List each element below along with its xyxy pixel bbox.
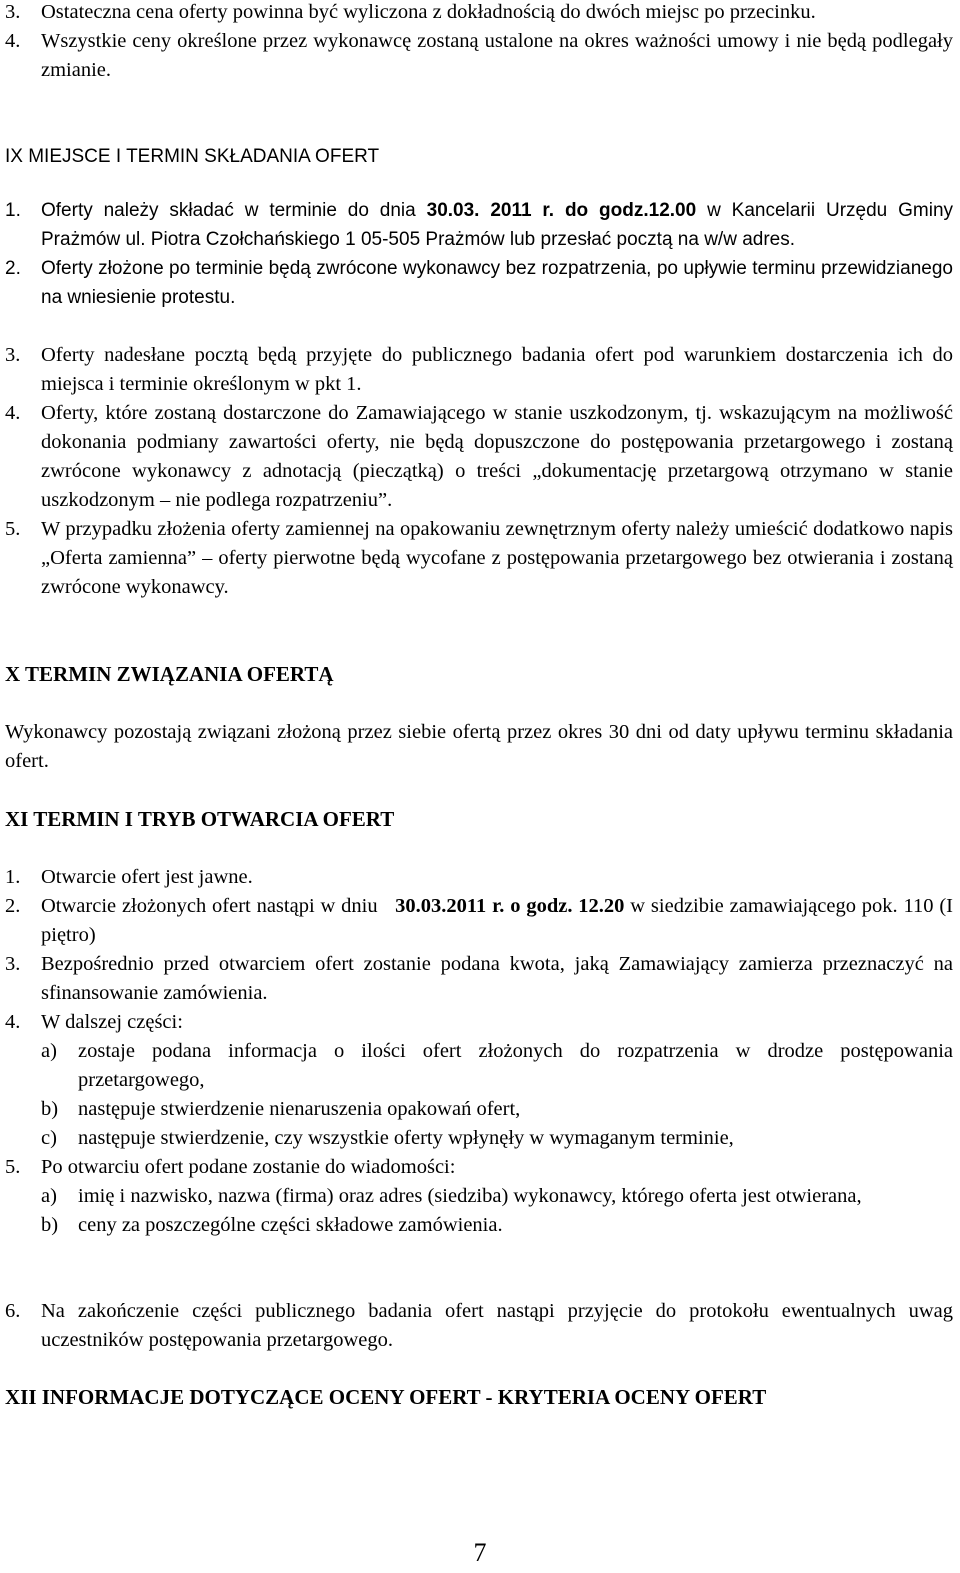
- sub-item-letter: c): [41, 1127, 57, 1149]
- item-number: 2.: [5, 895, 21, 917]
- list-item: [5, 950, 953, 1008]
- heading-text: X TERMIN ZWIĄZANIA OFERTĄ: [5, 662, 334, 686]
- item-text: Na zakończenie części publicznego badania ofert nastąpi przyjęcie do protokołu ewentualnych uwag uczestników postępowania przetargowego.: [41, 1300, 953, 1351]
- list-item: [5, 254, 953, 312]
- item-text: Bezpośrednio przed otwarciem ofert zostanie podana kwota, jaką Zamawiający zamierza przeznaczyć na sfinansowanie zamówienia.: [41, 953, 953, 1004]
- item-text: Oferty złożone po terminie będą zwrócone wykonawcy bez rozpatrzenia, po upływie terminu przewidzianego na wniesienie protestu.: [41, 258, 953, 308]
- list-item: [5, 341, 953, 399]
- item-number: 2.: [5, 258, 21, 279]
- item-number: 4.: [5, 402, 21, 424]
- item-number: 3.: [5, 1, 21, 23]
- heading-text: XI TERMIN I TRYB OTWARCIA OFERT: [5, 807, 395, 831]
- item-text: Oferty należy składać w terminie do dnia: [41, 200, 416, 221]
- sub-item-text: zostaje podana informacja o ilości ofert złożonych do rozpatrzenia w drodze postępowania przetargowego,: [78, 1040, 953, 1091]
- paragraph-text: Wykonawcy pozostają związani złożoną przez siebie ofertą przez okres 30 dni od daty upływu terminu składania ofert.: [5, 721, 953, 772]
- item-text: Oferty nadesłane pocztą będą przyjęte do publicznego badania ofert pod warunkiem dostarczenia ich do miejsca i terminie określonym w pkt 1.: [41, 344, 953, 395]
- list-item: [5, 1153, 953, 1182]
- item-number: 1.: [5, 200, 21, 221]
- item-text: W przypadku złożenia oferty zamiennej na opakowaniu zewnętrznym oferty należy umieścić dodatkowo napis „Oferta zamienna” – oferty pierwotne będą wycofane z postępowania przetargowego bez otwierania i zostaną zwrócone wykonawcy.: [41, 518, 953, 598]
- list-item: [5, 1297, 953, 1355]
- item-text: Otwarcie ofert jest jawne.: [41, 866, 253, 888]
- item-text: W dalszej części:: [41, 1011, 183, 1033]
- list-item: [5, 863, 953, 892]
- section-ix-list-cont: [5, 341, 953, 602]
- page-number: 7: [473, 1538, 487, 1567]
- sub-item-letter: b): [41, 1214, 59, 1236]
- item-number: 4.: [5, 1011, 21, 1033]
- item-text: w siedzibie zamawiającego pok. 110 (I piętro): [41, 895, 953, 946]
- sub-item-text: następuje stwierdzenie, czy wszystkie oferty wpłynęły w wymaganym terminie,: [78, 1127, 734, 1149]
- item-text: Ostateczna cena oferty powinna być wyliczona z dokładnością do dwóch miejsc po przecinku.: [41, 1, 816, 23]
- item-number: 1.: [5, 866, 21, 888]
- deadline-date: 30.03. 2011 r. do godz.12.00: [426, 200, 697, 221]
- heading-text: IX MIEJSCE I TERMIN SKŁADANIA OFERT: [5, 146, 380, 167]
- opening-date: 30.03.2011 r. o godz. 12.20: [395, 895, 625, 917]
- section-ix-list: [5, 196, 953, 312]
- item-text: Wszystkie ceny określone przez wykonawcę zostaną ustalone na okres ważności umowy i nie będą podlegały zmianie.: [41, 30, 953, 81]
- section-xii-heading: [5, 1383, 953, 1412]
- sub-list-item: [5, 1211, 953, 1240]
- list-item: [5, 515, 953, 602]
- section-x-heading: [5, 660, 953, 689]
- sub-item-letter: a): [41, 1185, 57, 1207]
- item-number: 3.: [5, 344, 21, 366]
- item-number: 6.: [5, 1300, 21, 1322]
- item-text: Otwarcie złożonych ofert nastąpi w dniu: [41, 895, 378, 917]
- heading-text: XII INFORMACJE DOTYCZĄCE OCENY OFERT - KRYTERIA OCENY OFERT: [5, 1385, 767, 1409]
- sub-list-item: [5, 1182, 953, 1211]
- sub-item-text: następuje stwierdzenie nienaruszenia opakowań ofert,: [78, 1098, 521, 1120]
- section-xi-list-end: [5, 1297, 953, 1355]
- sub-item-letter: b): [41, 1098, 59, 1120]
- sub-item-text: imię i nazwisko, nazwa (firma) oraz adres (siedziba) wykonawcy, którego oferta jest otwierana,: [78, 1185, 862, 1207]
- section-x-paragraph: [5, 718, 953, 776]
- item-text: Oferty, które zostaną dostarczone do Zamawiającego w stanie uszkodzonym, tj. wskazującym na możliwość dokonania podmiany zawartości oferty, nie będą dopuszczone do postępowania przetargowego i zostaną zwrócone wykonawcy z adnotacją (pieczątką) o treści „dokumentację przetargową otrzymano w stanie uszkodzonym – nie podlega rozpatrzeniu”.: [41, 402, 953, 511]
- section-ix-heading: [5, 142, 953, 171]
- item-number: 4.: [5, 30, 21, 52]
- list-item: [5, 399, 953, 515]
- item-number: 5.: [5, 518, 21, 540]
- item-number: 5.: [5, 1156, 21, 1178]
- sub-item-text: ceny za poszczególne części składowe zamówienia.: [78, 1214, 503, 1236]
- list-item: [5, 27, 953, 85]
- sub-item-letter: a): [41, 1040, 57, 1062]
- list-item: [5, 892, 953, 950]
- sub-list-item: [5, 1095, 953, 1124]
- item-text: Po otwarciu ofert podane zostanie do wiadomości:: [41, 1156, 456, 1178]
- top-list: [5, 0, 953, 85]
- section-xi-list: [5, 863, 953, 1240]
- item-text: w Kancelarii Urzędu Gminy Prażmów ul. Piotra Czołchańskiego 1 05-505 Prażmów lub przesłać pocztą na w/w adres.: [41, 200, 954, 250]
- sub-list-item: [5, 1124, 953, 1153]
- section-xi-heading: [5, 805, 953, 834]
- list-item: [5, 196, 953, 254]
- list-item: [5, 0, 953, 27]
- list-item: [5, 1008, 953, 1037]
- item-number: 3.: [5, 953, 21, 975]
- sub-list-item: [5, 1037, 953, 1095]
